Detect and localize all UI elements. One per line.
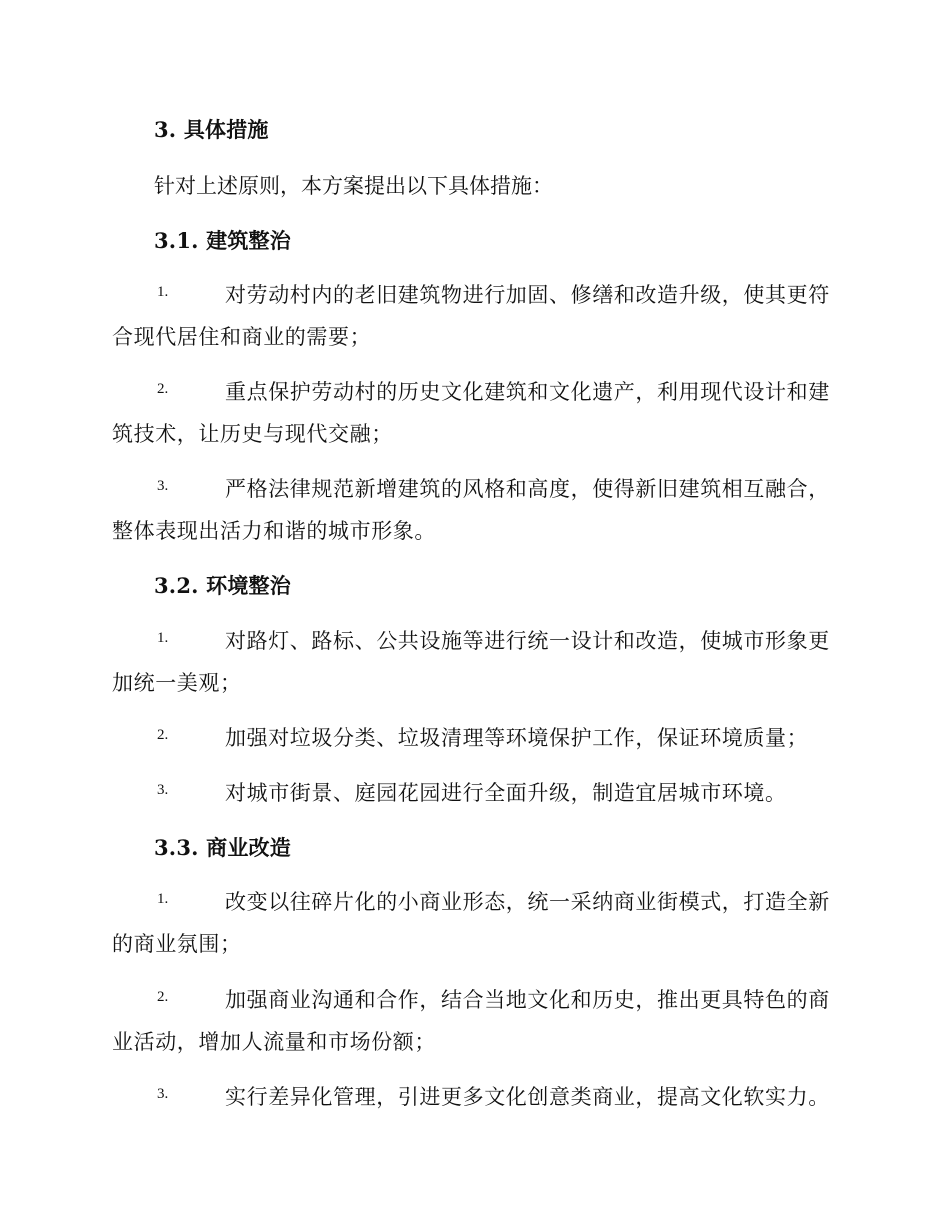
- list-text-line2: 整体表现出活力和谐的城市形象。: [112, 519, 436, 543]
- list-number: 1.: [157, 891, 169, 907]
- list-number: 3.: [157, 1086, 169, 1102]
- subsection-heading-3-2: 3.2. 环境整治: [154, 573, 291, 598]
- list-number: 3.: [157, 478, 169, 494]
- list-text-line1: 重点保护劳动村的历史文化建筑和文化遗产，利用现代设计和建: [225, 380, 830, 404]
- list-number: 1.: [157, 284, 169, 300]
- subsection-heading-3-1: 3.1. 建筑整治: [154, 228, 291, 253]
- list-text-line1: 实行差异化管理，引进更多文化创意类商业，提高文化软实力。: [225, 1085, 830, 1109]
- subsection-heading-3-3: 3.3. 商业改造: [154, 835, 291, 860]
- list-text-line1: 加强对垃圾分类、垃圾清理等环境保护工作，保证环境质量；: [225, 726, 809, 750]
- list-text-line1: 对劳动村内的老旧建筑物进行加固、修缮和改造升级，使其更符: [225, 283, 830, 307]
- list-text-line1: 加强商业沟通和合作，结合当地文化和历史，推出更具特色的商: [225, 988, 830, 1012]
- section-intro: 针对上述原则，本方案提出以下具体措施：: [154, 174, 553, 198]
- list-text-line2: 筑技术，让历史与现代交融；: [112, 422, 393, 446]
- list-text-line2: 的商业氛围；: [112, 932, 242, 956]
- list-text-line2: 合现代居住和商业的需要；: [112, 325, 372, 349]
- list-text-line1: 对城市街景、庭园花园进行全面升级，制造宜居城市环境。: [225, 781, 787, 805]
- list-text-line2: 业活动，增加人流量和市场份额；: [112, 1030, 436, 1054]
- section-heading: 3. 具体措施: [154, 117, 269, 142]
- list-text-line2: 加统一美观；: [112, 671, 242, 695]
- list-number: 2.: [157, 381, 169, 397]
- list-number: 1.: [157, 630, 169, 646]
- list-text-line1: 严格法律规范新增建筑的风格和高度，使得新旧建筑相互融合，: [225, 477, 830, 501]
- list-text-line1: 改变以往碎片化的小商业形态，统一采纳商业街模式，打造全新: [225, 890, 830, 914]
- list-number: 3.: [157, 782, 169, 798]
- list-number: 2.: [157, 989, 169, 1005]
- list-text-line1: 对路灯、路标、公共设施等进行统一设计和改造，使城市形象更: [225, 629, 830, 653]
- list-number: 2.: [157, 727, 169, 743]
